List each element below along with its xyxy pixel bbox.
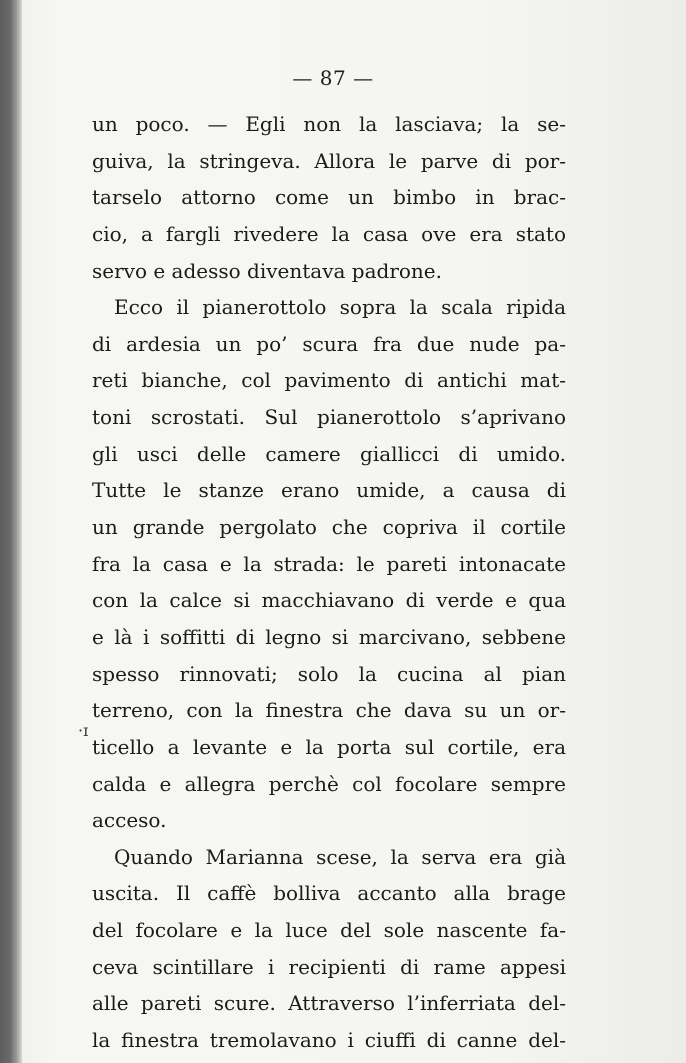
text-line: calda e allegra perchè col focolare sempre [92, 771, 566, 796]
text-line: gli usci delle camere giallicci di umido. [92, 441, 566, 466]
text-line: uscita. Il caffè bolliva accanto alla brage [92, 881, 566, 906]
text-line: un poco. — Egli non la lasciava; la se- [92, 112, 566, 136]
text-line: fra la casa e la strada: le pareti intonacate [92, 551, 566, 576]
text-line: Ecco il pianerottolo sopra la scala ripida [114, 295, 566, 320]
text-line: guiva, la stringeva. Allora le parve di por- [92, 148, 566, 173]
page-number: — 87 — [292, 66, 374, 90]
text-line: di ardesia un po’ scura fra due nude pa- [92, 331, 566, 356]
text-line: del focolare e la luce del sole nascente fa- [92, 918, 566, 943]
text-line: la finestra tremolavano i ciuffi di canne del- [92, 1028, 566, 1053]
text-line: tarselo attorno come un bimbo in brac- [92, 185, 566, 210]
binding-edge [0, 0, 22, 1063]
text-line: spesso rinnovati; solo la cucina al pian [92, 661, 566, 686]
body-text [92, 106, 566, 1059]
text-line: alle pareti scure. Attraverso l’inferriata del- [92, 991, 566, 1016]
text-line: Quando Marianna scese, la serva era già [114, 844, 566, 869]
margin-mark: ·ɪ [78, 721, 89, 740]
text-line: Tutte le stanze erano umide, a causa di [92, 478, 566, 503]
text-line: ceva scintillare i recipienti di rame appesi [92, 954, 566, 979]
text-line: acceso. [92, 808, 167, 833]
text-line: e là i soffitti di legno si marcivano, sebbene [92, 624, 566, 649]
text-line: toni scrostati. Sul pianerottolo s’aprivano [92, 405, 566, 430]
text-line: cio, a fargli rivedere la casa ove era stato [92, 221, 566, 246]
text-line: ticello a levante e la porta sul cortile, era [92, 734, 566, 759]
text-line: un grande pergolato che copriva il cortile [92, 515, 566, 540]
text-line: servo e adesso diventava padrone. [92, 258, 442, 283]
text-line: con la calce si macchiavano di verde e qua [92, 588, 566, 613]
text-line: reti bianche, col pavimento di antichi mat- [92, 368, 566, 393]
text-line: terreno, con la finestra che dava su un or- [92, 698, 566, 723]
